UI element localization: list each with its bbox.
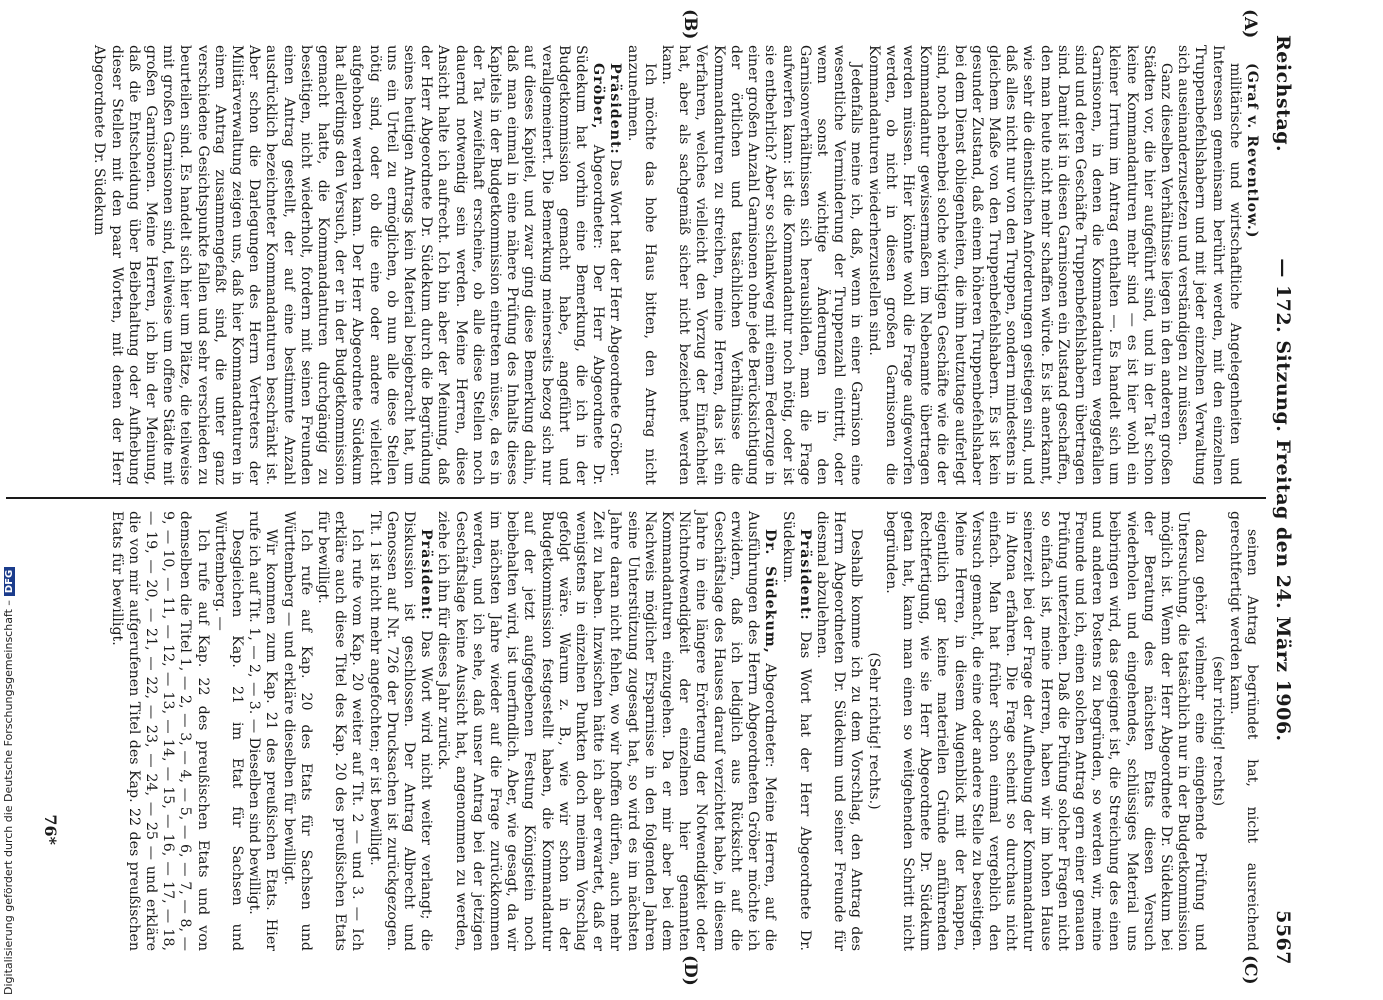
dfg-logo: DFG [4, 567, 15, 596]
paragraph [606, 45, 623, 485]
margin-mark-b: (B) [680, 9, 700, 40]
paragraph [1243, 45, 1260, 485]
paragraph-text: Ich möchte das hohe Haus bitten, den Antrag nicht anzunehmen. [624, 45, 658, 485]
paragraph-text: Ich rufe auf Kap. 20 des Etats für Sachsen und Württemberg — und erkläre dieselben für bewilligt. [280, 511, 314, 951]
paragraph [245, 511, 279, 951]
speaker-name: Präsident: [607, 63, 624, 155]
paragraph [279, 511, 313, 951]
paragraph [90, 45, 606, 485]
paragraph-text: Jedenfalls meine ich, daß, wenn in einer Garnison eine wesentliche Verminderung der Truppenzahl eintritt, oder wenn sonst wichtige Änderungen in den Garnisonverhältnissen sich herausbilden, man die Frage aufwerfen kann: ist die Kommandantur noch nötig, oder ist sie entbehrlich? Aber so schlankweg mit einem Federzuge in einer großen Anzahl Garnisonen ohne jede Berücksichtigung der örtlichen und tatsächlichen Verhältnisse die Kommandanturen zu streichen, meine Herren, das ist ein Verfahren, welches vielleicht den Vorzug der Einfachheit hat, aber als sachgemäß sicher nicht bezeichnet werden kann. [659, 45, 865, 485]
dfg-watermark [2, 569, 15, 995]
paragraph-text: Ich rufe vom Kap. 20 weiter auf Tit. 2 — und 3. — Ich erkläre auch diese Titel des Kap. 20 des preußischen Etats für bewilligt. [315, 511, 366, 951]
document-page [0, 9, 1300, 986]
paragraph-text: Das Wort hat der Herr Abgeordnete Gröber. [607, 159, 624, 477]
paragraph [365, 511, 434, 951]
paragraph-text: Desgleichen Kap. 21 im Etat für Sachsen und Württemberg. — [211, 511, 246, 951]
paragraph [864, 45, 1174, 485]
paragraph [778, 511, 812, 951]
paragraph [434, 511, 778, 951]
speaker-name: Präsident: [796, 529, 813, 621]
paragraph [864, 511, 881, 951]
paragraph [107, 511, 210, 951]
paragraph [658, 45, 864, 485]
margin-mark-d: (D) [680, 955, 700, 986]
paragraph-text: Abgeordneter: Der Herr Abgeordnete Dr. Südekum hat vorhin eine Bemerkung, die ich in der Budgetkommission gemacht habe, angeführt und verallgemeinert. Die Bemerkung meinerseits bezog sich nur auf dieses Kapitel, und zwar ging diese Bemerkung dahin, daß man einmal in eine nähere Prüfung des Inhalts dieses Kapitels in der Budgetkommission eintreten müsse, da es in der Tat zweifelhaft erscheine, ob alle diese Stellen noch dauernd notwendig sein werden. Meine Herren, diese Ansicht halte ich aufrecht. Ich bin aber der Meinung, daß der Herr Abgeordnete Dr. Südekum durch die Begründung seines heutigen Antrags kein Material beigebracht hat, um uns ein Urteil zu ermöglichen, ob nun alle diese Stellen nötig sind, oder ob die eine oder andere vielleicht aufgehoben werden kann. Der Herr Abgeordnete Südekum hat allerdings den Versuch, der er in der Budgetkommission gemacht hatte, die Kommandanturen durchgängig zu beseitigen, nicht wiederholt, fordern mit seinen Freunden einen Antrag gestellt, der auf eine bestimmte Anzahl ausdrücklich bezeichneter Kommandanturen beschränkt ist. Aber schon die Darlegungen des Herrn Vertreters der Militärverwaltung zeigen uns, daß hier Kommandanturen in einem Antrag zusammengefaßt sind, die unter ganz verschiedene Gesichtspunkte fallen und sehr verschieden zu beurteilen sind. Es handelt sich hier um Plätze, die teilweise mit großen Garnisonen sind, teilweise um offene Städte mit großen Garnisonen. Meine Herren, ich bin der Meinung, daß die Entscheidung über Beibehaltung oder Aufhebung dieser Stellen mit den paar Worten, mit denen der Herr Abgeordnete Dr. Südekum [91, 45, 607, 485]
paragraph [314, 511, 366, 951]
paragraph-text: militärische und wirtschaftliche Angelegenheiten und Interessen gemeinsam berührt werden, mit den einzelnen Truppenbefehlshabern und mit jeder einzelnen Verwaltung sich auseinanderzusetzen und verständigen zu müssen. [1175, 45, 1243, 485]
paragraph [813, 511, 865, 951]
paragraph [623, 45, 657, 485]
page-number: 5567 [1272, 910, 1294, 965]
paragraph-text: Deshalb komme ich zu dem Vorschlag, den Antrag des Herrn Abgeordneten Dr. Südekum und seiner Freunde für diesmal abzulehnen. [813, 511, 865, 951]
header-center: — 172. Sitzung. Freitag den 24. März 1906. [1272, 258, 1294, 742]
speaker-name: Dr. Südekum, [762, 529, 779, 654]
dfg-watermark-text: Digitalisierung gefördert durch die Deutsche Forschungsgemeinschaft – [2, 600, 15, 995]
paragraph-text: Ich rufe auf Kap. 22 des preußischen Etats und von demselben die Titel 1, — 2, — 3, — 4, — 5, — 6, — 7, — 8, — 9, — 10, — 11, — 12, — 13, — 14, — 15, — 16, — 17, — 18, — 19, — 20, — 21, — 22, — 23, — 24, — 25 — und erkläre die von mir aufgerufenen Titel des Kap. 22 des preußischen Etats für bewilligt. [108, 511, 211, 951]
paragraph [1174, 45, 1243, 485]
page-header [1266, 35, 1300, 965]
margin-mark-c: (C) [1240, 955, 1260, 985]
speaker-name: Präsident: [418, 529, 435, 621]
speaker-name: (Graf v. Reventlow.) [1244, 63, 1260, 239]
paragraph [1208, 511, 1225, 951]
paragraph-text: Ganz dieselben Verhältnisse liegen in den anderen großen Städten vor, die hier aufgeführt sind, und in der Tat schon keine Kommandanturen mehr sind — es ist hier wohl ein kleiner Irrtum im Antrag enthalten —. Es handelt sich um Garnisonen, in denen die Kommandanturen weggefallen sind und deren Geschäfte Truppenbefehlshabern übertragen sind. Damit ist in diesen Garnisonen ein Zustand geschaffen, den man heute nicht mehr schaffen würde. Es ist anerkannt, wie sehr die dienstlichen Anforderungen gestiegen sind, und daß alles nicht nur von den Truppen, sondern mindestens in gleichem Maße von den Truppenbefehlshabern. Es ist kein gesunder Zustand, daß einem höheren Truppenbefehlshaber bei dem Dienst obliegenheiten, die ihm heutzutage auferlegt sind, noch nebenbei solche wichtigen Geschäfte wie die der Kommandantur gewissermaßen im Nebenamte übertragen werden müssen. Hier könnte wohl die Frage aufgeworfen werden, ob nicht in diesen großen Garnisonen die Kommandanturen wiederherzustellen sind. [865, 45, 1174, 485]
paragraph-text: Das Wort wird nicht weiter verlangt; die Diskussion ist geschlossen. Der Antrag Albrecht und Genossen auf Nr. 726 der Drucksachen ist zurückgezogen. Tit. 1 ist nicht mehr angefochten; er ist bewilligt. [366, 511, 435, 951]
paragraph [1226, 511, 1260, 951]
right-column [108, 511, 1260, 952]
paragraph [882, 511, 1209, 951]
paragraph-text: Abgeordneter: Meine Herren, auf die Ausführungen des Herrn Abgeordneten Gröber möchte ich erwidern, daß ich lediglich aus Rücksicht auf die Geschäftslage des Hauses darauf verzichtet habe, in diesem Jahre in eine längere Erörterung der Notwendigkeit oder Nichtnotwendigkeit der einzelnen hier genannten Kommandanturen einzugehen. Da er mir aber bei dem Nachweis möglicher Ersparnisse in den folgenden Jahren seine Unterstützung zugesagt hat, so wird es im nächsten Jahre daran nicht fehlen, wo wir hoffen dürfen, auch mehr Zeit zu haben. Inzwischen hätte ich aber erwartet, daß er wenigstens in einzelnen Punkten doch meinem Vorschlag gefolgt wäre. Warum z. B., wie wir schon in der Budgetkommission festgestellt haben, die Kommandantur auf der jetzt aufgegebenen Festung Königstein noch beibehalten wird, ist unerfindlich. Aber, wie gesagt, da wir im nächsten Jahre wieder auf die Frage zurückkommen werden, und ich sehe, daß unser Antrag bei der jetzigen Geschäftslage keine Aussicht hat, angenommen zu werden, ziehe ich ihn für dieses Jahr zurück. [435, 511, 779, 951]
page-footer-mark: 76* [41, 814, 60, 845]
speaker-name: Gröber, [590, 63, 607, 130]
paragraph-text: dazu gehört vielmehr eine eingehende Prüfung und Untersuchung, die tatsächlich nur in der Budgetkommission möglich ist. Wenn der Herr Abgeordnete Dr. Südekum bei der Beratung des nächsten Etats diesen Versuch wiederholen und eingehendes, schlüssiges Material uns beibringen wird, das geeignet ist, die Streichung des einen und anderen Postens zu begründen, so werden wir, meine Freunde und ich, einen solchen Antrag gern einer genauen Prüfung unterziehen. Daß die Prüfung solcher Fragen nicht so einfach ist, meine Herren, haben wir im hohen Hause seinerzeit bei der Frage der Aufhebung der Kommandantur in Altona erfahren. Die Frage scheint so durchaus nicht einfach. Man hat früher schon einmal vergeblich den Versuch gemacht, die eine oder andere Stelle zu beseitigen. Meine Herren, in diesem Augenblick mit der knappen, eigentlich gar keine materiellen Gründe anführenden Rechtfertigung, wie sie Herr Abgeordnete Dr. Südekum getan hat, kann man einen so weitgehenden Schritt nicht begründen. [882, 511, 1209, 951]
paragraph-text: (sehr richtig! rechts) [1209, 655, 1226, 807]
margin-mark-a: (A) [1240, 9, 1260, 39]
paragraph-text: Das Wort hat der Herr Abgeordnete Dr. Südekum. [779, 511, 813, 952]
paragraph [211, 511, 245, 951]
column-rule [6, 497, 1266, 499]
left-column [91, 45, 1260, 485]
paragraph-text: seinen Antrag begründet hat, nicht ausreichend gerechtfertigt werden kann. [1226, 511, 1260, 951]
paragraph-text: Wir kommen zum Kap. 21 des preußischen Etats. Hier rufe ich auf Tit. 1, — 2, — 3. — Dieselben sind bewilligt. [246, 511, 280, 951]
header-left: Reichstag. [1272, 35, 1294, 153]
paragraph-text: (Sehr richtig! rechts.) [865, 652, 882, 810]
